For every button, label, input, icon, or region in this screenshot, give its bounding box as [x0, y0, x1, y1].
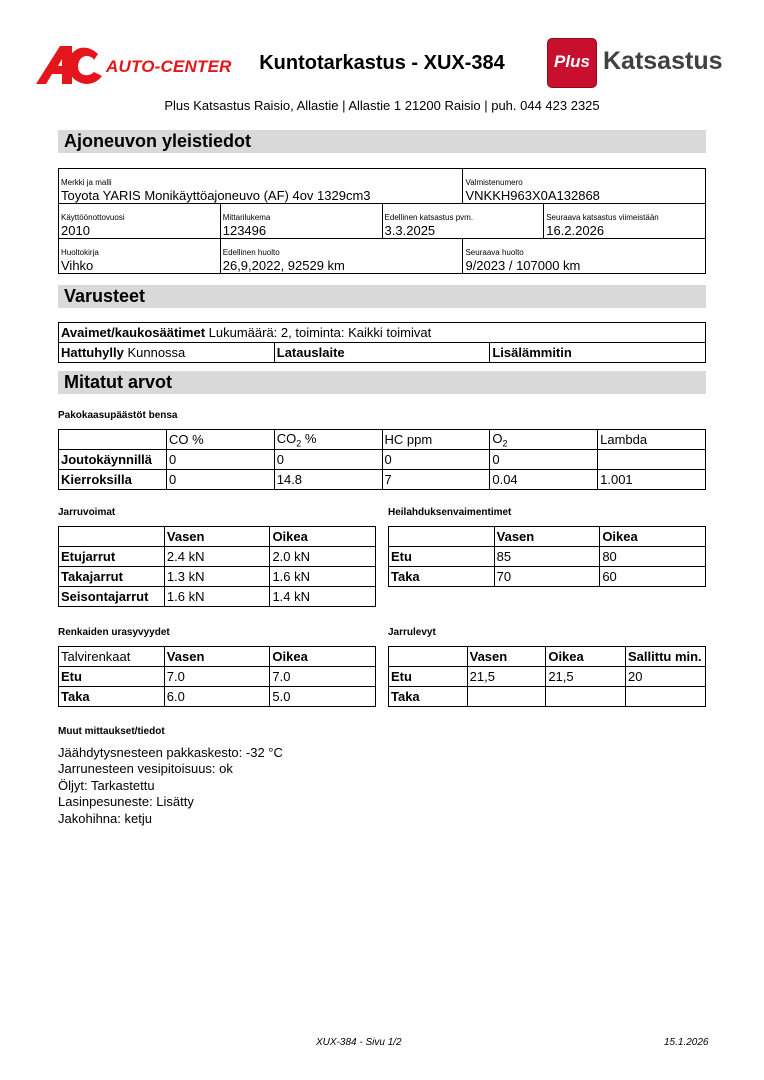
prev-inspection-cell: Edellinen katsastus pvm. 3.3.2025 [382, 204, 544, 239]
emissions-col-co: CO % [166, 430, 274, 450]
odometer-cell: Mittarilukema 123496 [220, 204, 382, 239]
brakes-col-right: Oikea [270, 527, 376, 547]
prev-service-cell: Edellinen huolto 26,9,2022, 92529 km [220, 239, 463, 274]
plus-badge: Plus [547, 38, 597, 88]
table-row: Taka 70 60 [389, 567, 706, 587]
tires-table [58, 646, 376, 707]
discs-col-right: Oikea [546, 647, 626, 667]
table-row: Etu 21,5 21,5 20 [389, 667, 706, 687]
other-caption: Muut mittaukset/tiedot [58, 726, 165, 737]
section-measured-heading: Mitatut arvot [58, 371, 706, 394]
section-equipment-heading: Varusteet [58, 285, 706, 308]
tires-col-left: Vasen [164, 647, 270, 667]
emissions-header-empty [59, 430, 167, 450]
shocks-col-right: Oikea [600, 527, 706, 547]
table-row: Taka [389, 687, 706, 707]
brakes-col-left: Vasen [164, 527, 270, 547]
table-row: Etujarrut 2.4 kN 2.0 kN [59, 547, 376, 567]
heater-cell: Lisälämmitin [490, 343, 706, 363]
brakes-caption: Jarruvoimat [58, 507, 116, 518]
list-item: Lasinpesuneste: Lisätty [58, 794, 194, 810]
next-inspection-cell: Seuraava katsastus viimeistään 16.2.2026 [544, 204, 706, 239]
discs-caption: Jarrulevyt [388, 627, 436, 638]
service-book-cell: Huoltokirja Vihko [59, 239, 221, 274]
other-measurements [58, 745, 283, 827]
document-title: Kuntotarkastus - XUX-384 [259, 52, 505, 74]
list-item: Jarrunesteen vesipitoisuus: ok [58, 761, 233, 777]
table-row: Taka 6.0 5.0 [59, 687, 376, 707]
hat-shelf-cell: Hattuhylly Kunnossa [59, 343, 275, 363]
emissions-col-lambda: Lambda [598, 430, 706, 450]
list-item: Jakohihna: ketju [58, 810, 152, 826]
emissions-col-co2: $CO_2$ % [274, 430, 382, 450]
table-row: Joutokäynnillä 0 0 0 0 [59, 450, 706, 470]
auto-center-logo [34, 44, 232, 86]
emissions-col-o2: $O_2$ [490, 430, 598, 450]
footer-page: XUX-384 - Sivu 1/2 [316, 1037, 402, 1048]
table-row: Seisontajarrut 1.6 kN 1.4 kN [59, 587, 376, 607]
auto-center-logo-text: AUTO-CENTER [106, 57, 232, 76]
shocks-caption: Heilahduksenvaimentimet [388, 507, 512, 518]
list-item: Jäähdytysnesteen pakkaskesto: -32 °C [58, 745, 283, 760]
table-row: Takajarrut 1.3 kN 1.6 kN [59, 567, 376, 587]
table-row: Etu 85 80 [389, 547, 706, 567]
discs-col-left: Vasen [467, 647, 546, 667]
shocks-table [388, 526, 706, 587]
contact-line: Plus Katsastus Raisio, Allastie | Allastie 1 21200 Raisio | puh. 044 423 2325 [164, 98, 600, 113]
vin-cell: Valmistenumero VNKKH963X0A132868 [463, 169, 706, 204]
emissions-table [58, 429, 706, 490]
first-use-cell: Käyttöönottovuosi 2010 [59, 204, 221, 239]
keys-row: Avaimet/kaukosäätimet Lukumäärä: 2, toiminta: Kaikki toimivat [59, 323, 706, 343]
table-row: Etu 7.0 7.0 [59, 667, 376, 687]
discs-col-min: Sallittu min. [626, 647, 706, 667]
charger-cell: Latauslaite [274, 343, 490, 363]
auto-center-logo-mark [34, 44, 106, 86]
tires-col-right: Oikea [270, 647, 376, 667]
brakes-table [58, 526, 376, 607]
tires-col-type: Talvirenkaat [59, 647, 165, 667]
list-item: Öljyt: Tarkastettu [58, 777, 155, 793]
katsastus-word: Katsastus [603, 47, 723, 75]
equipment-table [58, 322, 706, 363]
footer-date: 15.1.2026 [664, 1037, 709, 1048]
general-info-table [58, 168, 706, 274]
next-service-cell: Seuraava huolto 9/2023 / 107000 km [463, 239, 706, 274]
plus-katsastus-logo [547, 38, 732, 88]
tires-caption: Renkaiden urasyvyydet [58, 627, 170, 638]
make-model-cell: Merkki ja malli Toyota YARIS Monikäyttöajoneuvo (AF) 4ov 1329cm3 [59, 169, 463, 204]
emissions-caption: Pakokaasupäästöt bensa [58, 410, 178, 421]
shocks-col-left: Vasen [494, 527, 600, 547]
discs-table [388, 646, 706, 707]
table-row: Kierroksilla 0 14.8 7 0.04 1.001 [59, 470, 706, 490]
emissions-col-hc: HC ppm [382, 430, 490, 450]
section-general-heading: Ajoneuvon yleistiedot [58, 130, 706, 153]
